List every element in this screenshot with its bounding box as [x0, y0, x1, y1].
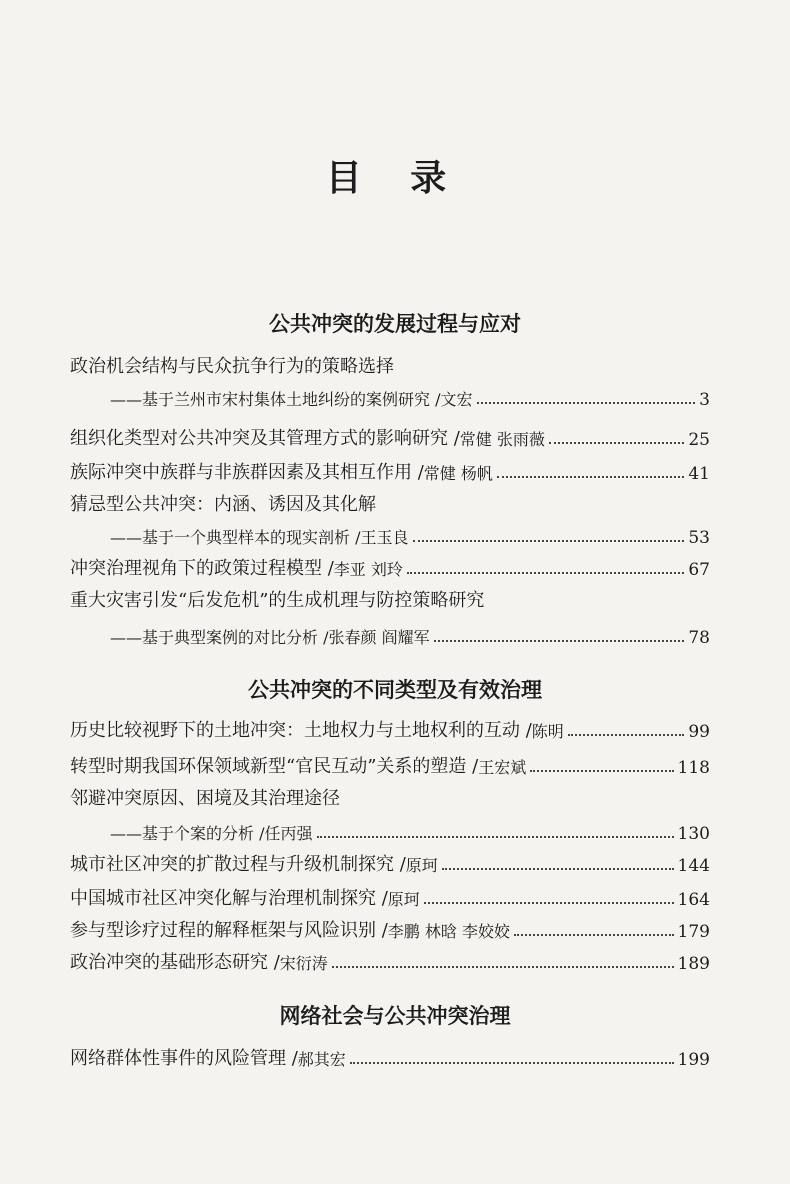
toc-entry[interactable] [70, 944, 710, 974]
entry-title: 族际冲突中族群与非族群因素及其相互作用 / [70, 462, 424, 483]
entry-page: 164 [677, 890, 710, 910]
toc-entry[interactable] [70, 454, 710, 484]
entry-subtitle: ——基于兰州市宋村集体土地纠纷的案例研究 / [110, 390, 441, 409]
toc-entry[interactable] [70, 550, 710, 580]
entry-title: 冲突治理视角下的政策过程模型 / [70, 558, 334, 579]
entry-page: 99 [688, 722, 710, 742]
page-title: 目 录 [325, 158, 465, 199]
toc-entry[interactable] [110, 380, 710, 410]
toc-entry[interactable] [70, 1040, 710, 1070]
section-heading: 公共冲突的发展过程与应对 [269, 312, 521, 336]
entry-author: 常健 张雨薇 [459, 430, 545, 449]
entry-author: 李亚 刘玲 [333, 560, 403, 579]
entry-author: 原珂 [387, 890, 420, 909]
toc-entry[interactable] [70, 780, 710, 810]
toc-entry[interactable] [70, 846, 710, 876]
leader-dots [350, 1062, 674, 1064]
leader-dots [477, 402, 696, 404]
entry-title: 参与型诊疗过程的解释框架与风险识别 / [70, 920, 388, 941]
toc-entry[interactable] [70, 486, 710, 516]
entry-title: 政治机会结构与民众抗争行为的策略选择 [70, 356, 394, 377]
leader-dots [424, 902, 674, 904]
toc-entry[interactable] [110, 618, 710, 648]
entry-title: 政治冲突的基础形态研究 / [70, 952, 280, 973]
leader-dots [497, 476, 684, 478]
entry-title: 城市社区冲突的扩散过程与升级机制探究 / [70, 854, 406, 875]
entry-page: 130 [677, 824, 710, 844]
entry-page: 25 [688, 430, 710, 450]
leader-dots [514, 934, 674, 936]
section-heading: 网络社会与公共冲突治理 [279, 1004, 511, 1028]
toc-entry[interactable] [110, 814, 710, 844]
entry-author: 王宏斌 [478, 758, 527, 777]
toc-entry[interactable] [70, 582, 710, 612]
leader-dots [434, 640, 685, 642]
entry-page: 67 [688, 560, 710, 580]
toc-entry[interactable] [70, 348, 710, 378]
entry-page: 118 [677, 758, 710, 778]
leader-dots [442, 868, 674, 870]
toc-entry[interactable] [70, 712, 710, 742]
entry-author: 张春颜 阎耀军 [328, 628, 430, 647]
entry-author: 原珂 [405, 856, 438, 875]
entry-subtitle: ——基于个案的分析 / [110, 824, 265, 843]
entry-author: 陈明 [531, 722, 564, 741]
entry-page: 41 [688, 464, 710, 484]
toc-entry[interactable] [70, 912, 710, 942]
entry-page: 144 [677, 856, 710, 876]
entry-page: 3 [699, 390, 710, 410]
leader-dots [317, 836, 674, 838]
entry-title: 邻避冲突原因、困境及其治理途径 [70, 788, 340, 809]
entry-title: 猜忌型公共冲突：内涵、诱因及其化解 [70, 494, 376, 515]
section-heading: 公共冲突的不同类型及有效治理 [248, 678, 542, 702]
entry-title: 转型时期我国环保领域新型“官民互动”关系的塑造 / [70, 756, 479, 777]
leader-dots [568, 734, 685, 736]
entry-author: 宋衍涛 [279, 954, 328, 973]
leader-dots [530, 770, 673, 772]
entry-author: 郝其宏 [297, 1050, 346, 1069]
entry-page: 53 [688, 528, 710, 548]
entry-author: 文宏 [440, 390, 473, 409]
toc-entry[interactable] [70, 880, 710, 910]
leader-dots [332, 966, 674, 968]
entry-page: 189 [677, 954, 710, 974]
entry-author: 任丙强 [264, 824, 313, 843]
toc-entry[interactable] [70, 748, 710, 778]
toc-entry[interactable] [110, 518, 710, 548]
entry-subtitle: ——基于典型案例的对比分析 / [110, 628, 329, 647]
entry-page: 199 [677, 1050, 710, 1070]
entry-title: 中国城市社区冲突化解与治理机制探究 / [70, 888, 388, 909]
entry-title: 网络群体性事件的风险管理 / [70, 1048, 298, 1069]
leader-dots [407, 572, 684, 574]
leader-dots [413, 540, 685, 542]
entry-page: 179 [677, 922, 710, 942]
entry-title: 重大灾害引发“后发危机”的生成机理与防控策略研究 [70, 590, 485, 611]
entry-author: 李鹏 林晗 李姣姣 [387, 922, 510, 941]
entry-author: 常健 杨帆 [423, 464, 493, 483]
leader-dots [549, 442, 684, 444]
entry-subtitle: ——基于一个典型样本的现实剖析 / [110, 528, 361, 547]
entry-title: 历史比较视野下的土地冲突：土地权力与土地权利的互动 / [70, 720, 532, 741]
toc-entry[interactable] [70, 420, 710, 450]
entry-page: 78 [688, 628, 710, 648]
entry-author: 王玉良 [360, 528, 409, 547]
entry-title: 组织化类型对公共冲突及其管理方式的影响研究 / [70, 428, 460, 449]
